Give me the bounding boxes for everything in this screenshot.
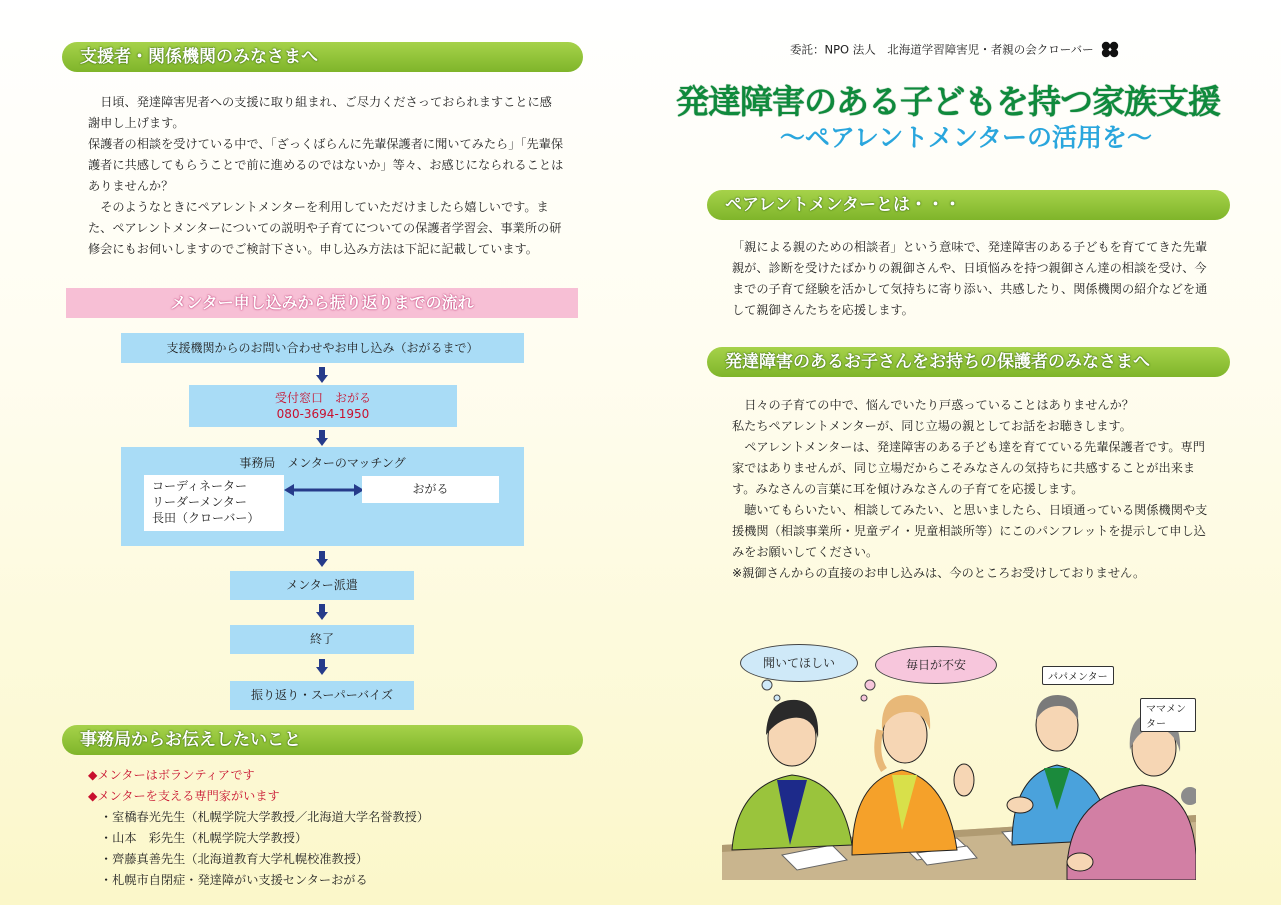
parents-paragraph-1: 日々の子育ての中で、悩んでいたり戸惑っていることはありませんか？ (744, 398, 1134, 412)
supporters-paragraph-3: そのようなときにペアレントメンターを利用していただけましたら嬉しいです。また、ペアレントメンターについての説明や子育てについての保護者学習会、事業所の研修会にもお伺いしますのでご検討下さい。申し込み方法は下記に記載しています。 (88, 200, 562, 256)
experts-list (100, 807, 429, 891)
flow-step-dispatch: メンター派遣 (230, 571, 414, 600)
expert-item: ・齊藤真善先生（北海道教育大学札幌校准教授） (100, 852, 369, 866)
matching-ogaru-side: おがる (362, 476, 499, 503)
reception-label: 受付窓口 おがる (274, 391, 371, 405)
supporters-text (88, 92, 564, 260)
papa-mentor-tag: パパメンター (1042, 666, 1114, 685)
parents-paragraph-2: 私たちペアレントメンターが、同じ立場の親としてお話をお聴きします。 (732, 419, 1132, 433)
arrow-down-icon (316, 430, 328, 446)
arrow-down-icon (316, 604, 328, 620)
supporters-paragraph-1: 日頃、発達障害児者への支援に取り組まれ、ご尽力くださっておられますことに感謝申し上げます。 (88, 95, 552, 130)
flow-step-inquiry: 支援機関からのお問い合わせやお申し込み（おがるまで） (121, 333, 524, 363)
speech-bubble-listen: 聞いてほしい (740, 644, 858, 682)
expert-item: ・山本 彩先生（札幌学院大学教授） (100, 831, 308, 845)
volunteer-point: ◆メンターはボランティアです (88, 768, 255, 782)
office-heading: 事務局からお伝えしたいこと (62, 725, 583, 755)
main-title: 発達障害のある子どもを持つ家族支援 (676, 82, 1220, 121)
mama-mentor-tag: ママメンター (1140, 698, 1196, 732)
supporters-paragraph-2: 保護者の相談を受けている中で、「ざっくばらんに先輩保護者に聞いてみたら」「先輩保護者に共感してもらうことで前に進めるのではないか」等々、お感じになられることはありませんか？ (88, 137, 564, 193)
speech-bubble-anxious: 毎日が不安 (875, 646, 997, 684)
nagata-label: 長田（クローバー） (152, 511, 260, 525)
illustration (722, 640, 1196, 880)
flow-step-review: 振り返り・スーパーバイズ (230, 681, 414, 710)
arrow-down-icon (316, 659, 328, 675)
what-heading: ペアレントメンターとは・・・ (707, 190, 1230, 220)
coordinator-label: コーディネーター (152, 479, 248, 493)
parents-heading: 発達障害のあるお子さんをお持ちの保護者のみなさまへ (707, 347, 1230, 377)
supporters-heading: 支援者・関係機関のみなさまへ (62, 42, 583, 72)
expert-item: ・札幌市自閉症・発達障がい支援センターおがる (100, 873, 368, 887)
commission-line (790, 41, 1120, 59)
subtitle: 〜ペアレントメンターの活用を〜 (779, 123, 1153, 152)
experts-point: ◆メンターを支える専門家がいます (88, 789, 280, 803)
arrow-down-icon (316, 551, 328, 567)
double-arrow-icon (284, 484, 364, 496)
arrow-down-icon (316, 367, 328, 383)
what-text (732, 237, 1210, 321)
matching-mentor-side (144, 475, 284, 531)
commission-text: 委託：NPO 法人 北海道学習障害児・者親の会クローバー (790, 42, 1094, 57)
clover-icon (1100, 41, 1120, 59)
reception-phone: 080-3694-1950 (276, 407, 370, 421)
flow-title: メンター申し込みから振り返りまでの流れ (66, 288, 578, 318)
flow-step-end: 終了 (230, 625, 414, 654)
parents-text (732, 395, 1214, 584)
what-paragraph: 「親による親のための相談者」という意味で、発達障害のある子どもを育ててきた先輩親が、診断を受けたばかりの親御さんや、日頃悩みを持つ親御さん達の相談を受け、今までの子育て経験を活かして気持ちに寄り添い、共感したり、関係機関の紹介などを通して親御さんたちを応援します。 (732, 240, 1208, 317)
leader-mentor-label: リーダーメンター (152, 495, 247, 509)
expert-item: ・室橋春光先生（札幌学院大学教授／北海道大学名誉教授） (100, 810, 430, 824)
matching-title: 事務局 メンターのマッチング (239, 456, 406, 470)
flow-step-reception (189, 385, 457, 427)
flow-step-matching (121, 447, 524, 546)
parents-paragraph-3: ペアレントメンターは、発達障害のある子ども達を育てている先輩保護者です。専門家ではありませんが、同じ立場だからこそみなさんの気持ちに共感することが出来ます。みなさんの言葉に耳を傾けみなさんの子育てを応援します。 (732, 440, 1205, 496)
parents-paragraph-5: ※親御さんからの直接のお申し込みは、今のところお受けしておりません。 (732, 566, 1146, 580)
office-points (88, 765, 280, 807)
parents-paragraph-4: 聴いてもらいたい、相談してみたい、と思いましたら、日頃通っている関係機関や支援機関（相談事業所・児童デイ・児童相談所等）にこのパンフレットを提示して申し込みをお願いしてください。 (732, 503, 1208, 559)
